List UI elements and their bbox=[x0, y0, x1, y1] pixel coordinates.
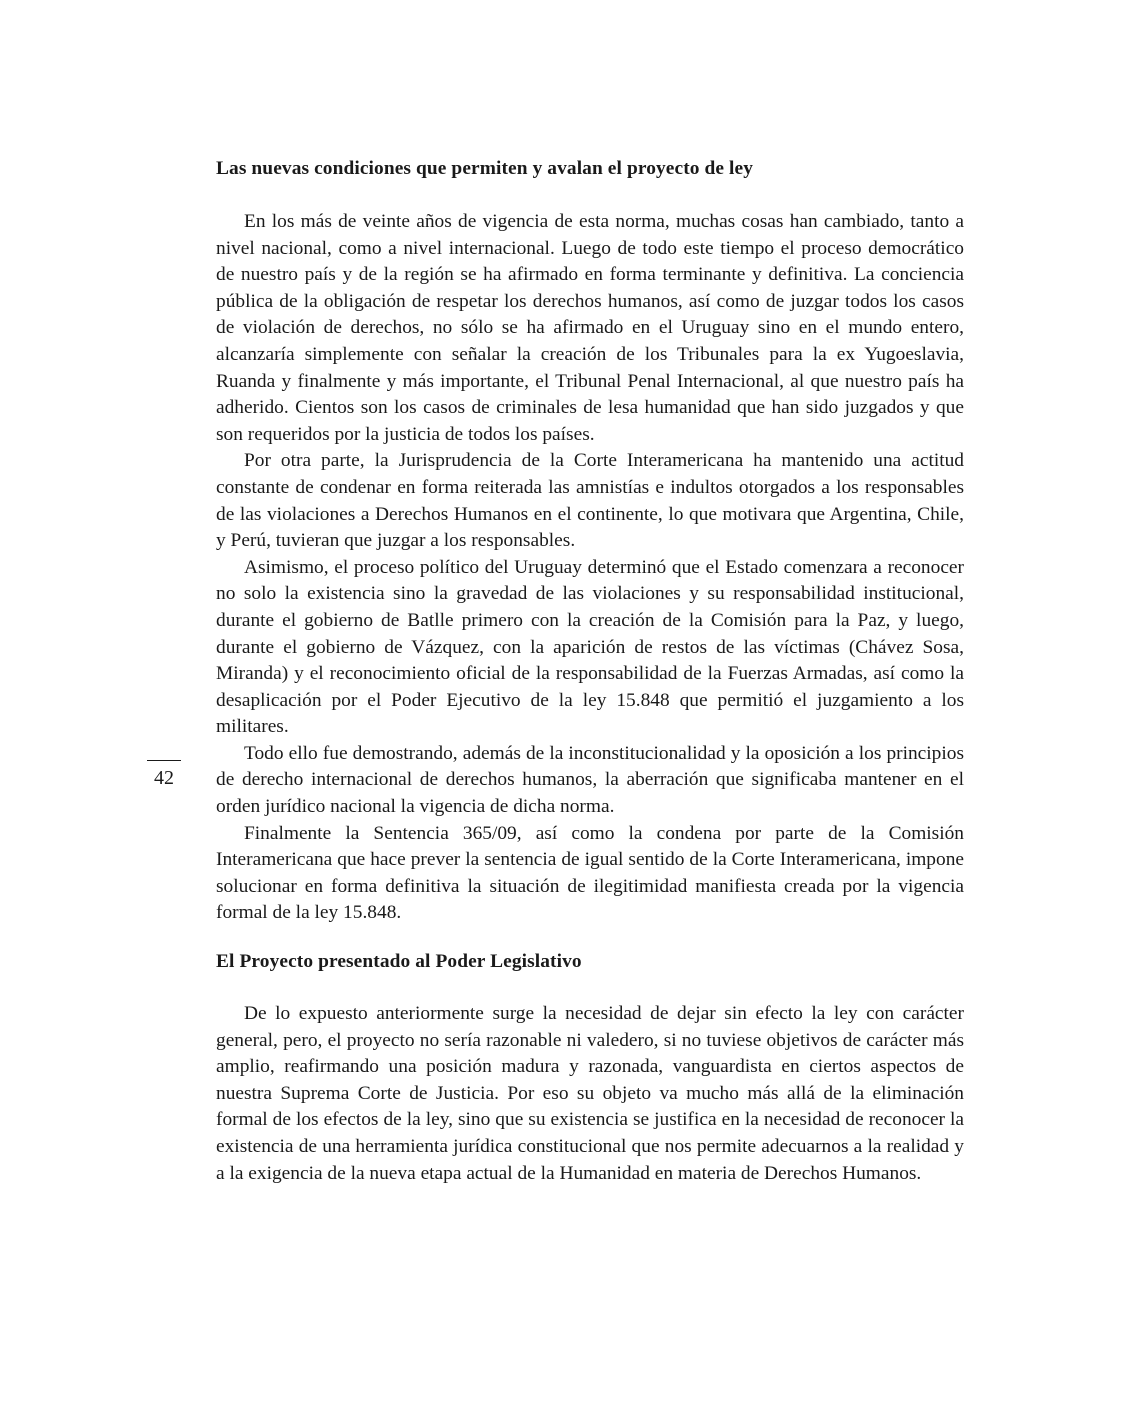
paragraph: De lo expuesto anteriormente surge la necesidad de dejar sin efecto la ley con carácter general, pero, el proyecto no sería razonable ni valedero, si no tuviese objetivos de carácter más amplio, reafirmando una posición madura y razonada, vanguardista en ciertos aspectos de nuestra Suprema Corte de Justicia. Por eso su objeto va mucho más allá de la eliminación formal de los efectos de la ley, sino que su existencia se justifica en la necesidad de reconocer la existencia de una herramienta jurídica constitucional que nos permite adecuarnos a la realidad y a la exigencia de la nueva etapa actual de la Humanidad en materia de Derechos Humanos. bbox=[216, 1003, 964, 1184]
paragraph: Asimismo, el proceso político del Uruguay determinó que el Estado comenzara a reconocer no solo la existencia sino la gravedad de las violaciones y su responsabilidad institucional, durante el gobierno de Batlle primero con la creación de la Comisión para la Paz, y luego, durante el gobierno de Vázquez, con la aparición de restos de las víctimas (Chávez Sosa, Miranda) y el reconocimiento oficial de la responsabilidad de la Fuerzas Armadas, así como la desaplicación por el Poder Ejecutivo de la ley 15.848 que permitió el juzgamiento a los militares. bbox=[216, 556, 964, 738]
page-number-rule bbox=[147, 760, 181, 761]
section-heading-conditions: Las nuevas condiciones que permiten y avalan el proyecto de ley bbox=[216, 158, 754, 179]
paragraph: En los más de veinte años de vigencia de esta norma, muchas cosas han cambiado, tanto a nivel nacional, como a nivel internacional. Luego de todo este tiempo el proceso democrático de nuestro país y de la región se ha afirmado en forma terminante y definitiva. La conciencia pública de la obligación de respetar los derechos humanos, así como de juzgar todos los casos de violación de derechos, no sólo se ha afirmado en el Uruguay sino en el mundo entero, alcanzaría simplemente con señalar la creación de los Tribunales para la ex Yugoeslavia, Ruanda y finalmente y más importante, el Tribunal Penal Internacional, al que nuestro país ha adherido. Cientos son los casos de criminales de lesa humanidad que han sido juzgados y que son requeridos por la justicia de todos los países. bbox=[216, 211, 964, 445]
section-body-conditions bbox=[216, 209, 964, 927]
section-body-project bbox=[216, 1001, 964, 1187]
paragraph: Por otra parte, la Jurisprudencia de la Corte Interamericana ha mantenido una actitud constante de condenar en forma reiterada las amnistías e indultos otorgados a los responsables de las violaciones a Derechos Humanos en el continente, lo que motivara que Argentina, Chile, y Perú, tuvieran que juzgar a los responsables. bbox=[216, 450, 964, 552]
paragraph: Finalmente la Sentencia 365/09, así como la condena por parte de la Comisión Interamericana que hace prever la sentencia de igual sentido de la Corte Interamericana, impone solucionar en forma definitiva la situación de ilegitimidad manifiesta creada por la vigencia formal de la ley 15.848. bbox=[216, 822, 964, 924]
section-heading-project: El Proyecto presentado al Poder Legislativo bbox=[216, 951, 582, 972]
page-number: 42 bbox=[154, 767, 174, 789]
paragraph: Todo ello fue demostrando, además de la inconstitucionalidad y la oposición a los principios de derecho internacional de derechos humanos, la aberración que significaba mantener en el orden jurídico nacional la vigencia de dicha norma. bbox=[216, 742, 964, 818]
